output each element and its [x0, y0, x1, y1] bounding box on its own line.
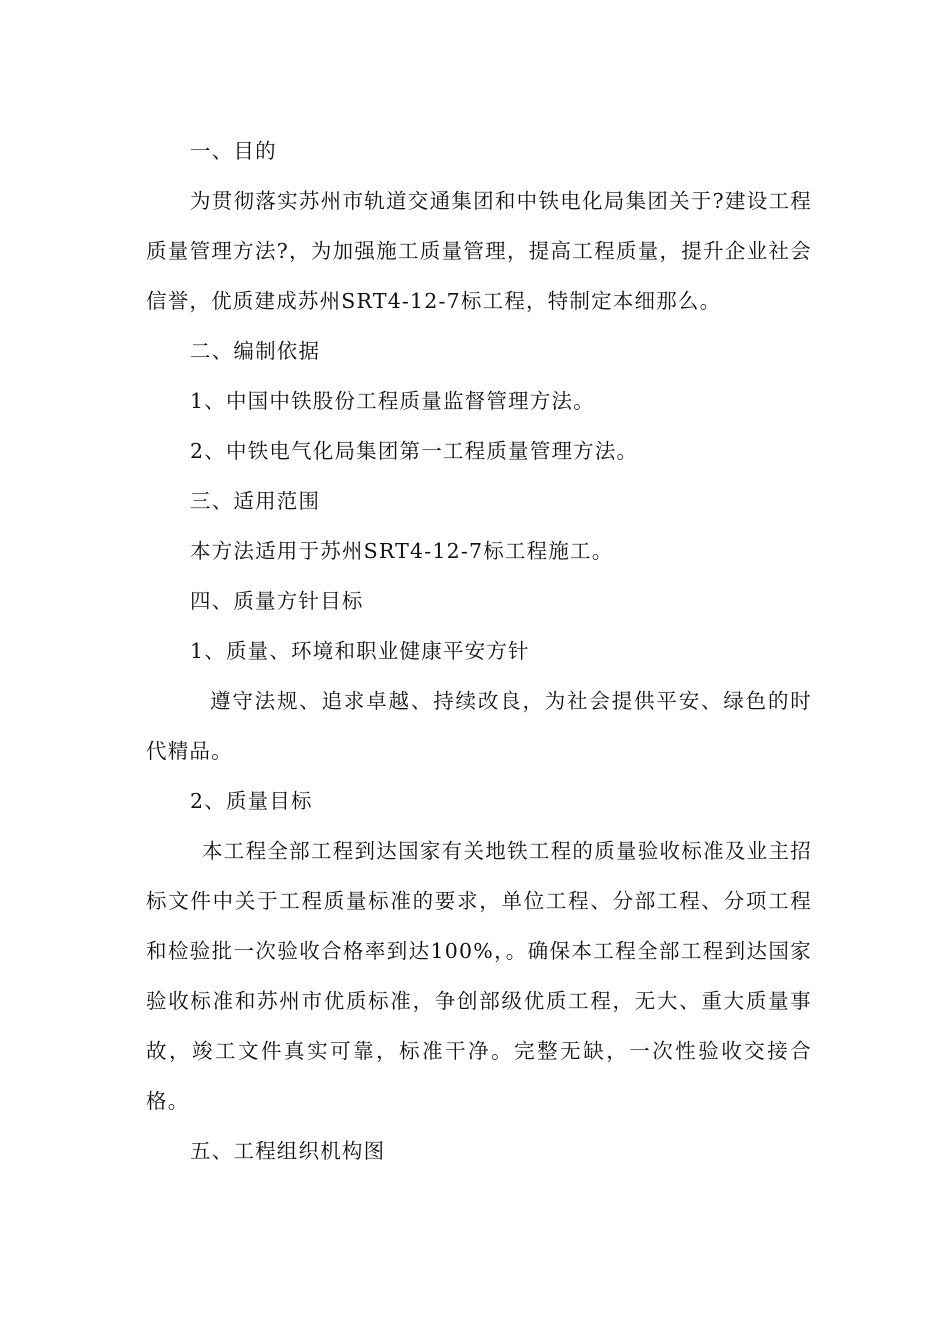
paragraph-quality-target: 本工程全部工程到达国家有关地铁工程的质量验收标准及业主招标文件中关于工程质量标准的要求，单位工程、分部工程、分项工程和检验批一次验收合格率到达100%，。确保本工程全部工程到达国家验收标准和苏州市优质标准，争创部级优质工程，无大、重大质量事故，竣工文件真实可靠，标准干净。完整无缺，一次性验收交接合格。	[146, 839, 812, 1113]
section-heading-org-chart: 五、工程组织机构图	[190, 1139, 386, 1163]
document-body	[146, 126, 812, 1176]
section-heading-basis: 二、编制依据	[190, 339, 321, 363]
section-heading-scope: 三、适用范围	[190, 489, 321, 513]
subheading-policy: 1、质量、环境和职业健康平安方针	[190, 639, 530, 663]
paragraph-purpose: 为贯彻落实苏州市轨道交通集团和中铁电化局集团关于?建设工程质量管理方法?，为加强施工质量管理，提高工程质量，提升企业社会信誉，优质建成苏州SRT4-12-7标工程，特制定本细那么。	[146, 189, 812, 313]
list-item-basis-1: 1、中国中铁股份工程质量监督管理方法。	[190, 389, 595, 413]
section-heading-purpose: 一、目的	[190, 139, 277, 163]
paragraph-policy: 遵守法规、追求卓越、持续改良，为社会提供平安、绿色的时代精品。	[146, 689, 812, 763]
subheading-quality-target: 2、质量目标	[190, 789, 313, 813]
section-heading-quality-policy: 四、质量方针目标	[190, 589, 364, 613]
paragraph-scope: 本方法适用于苏州SRT4-12-7标工程施工。	[190, 539, 614, 563]
list-item-basis-2: 2、中铁电气化局集团第一工程质量管理方法。	[190, 439, 639, 463]
